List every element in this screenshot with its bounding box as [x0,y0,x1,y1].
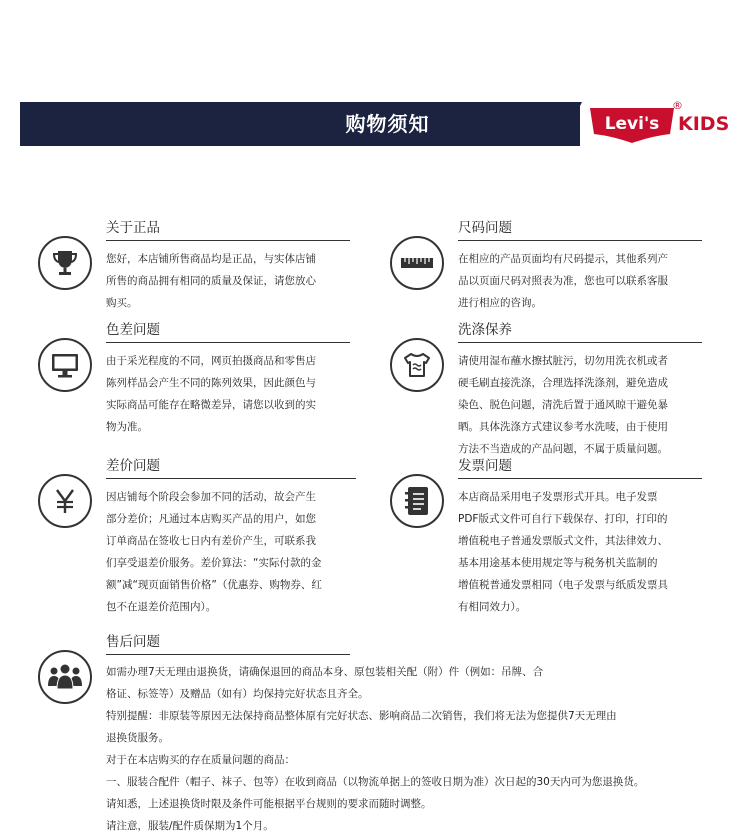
text-line: 陈列样品会产生不同的陈列效果，因此颜色与 [106,377,316,389]
section-title: 发票问题 [458,454,702,479]
text-line: 实际商品可能存在略微差异，请您以收到的实 [106,399,316,411]
text-line: 购买。 [106,297,138,309]
section-price [106,454,356,618]
text-line: 在相应的产品页面均有尺码提示，其他系列产 [458,253,668,265]
section-title: 关于正品 [106,216,350,241]
text-line: 包不在退差价范围内）。 [106,601,217,613]
text-line: 硬毛刷直接洗涤，合理选择洗涤剂，避免造成 [458,377,668,389]
text-line: 一、服装合配件（帽子、袜子、包等）在收到商品（以物流单据上的签收日期为准）次日起的30天内可为您退换货。 [106,776,645,788]
section-title: 色差问题 [106,318,350,343]
kids-wordmark: KIDS [678,113,730,135]
text-line: 由于采光程度的不同，网页拍摄商品和零售店 [106,355,316,367]
people-icon [38,650,92,704]
section-title: 尺码问题 [458,216,702,241]
text-line: 因店铺每个阶段会参加不同的活动，故会产生 [106,491,316,503]
section-invoice [458,454,702,618]
text-line: 增值税电子普通发票版式文件，其法律效力、 [458,535,668,547]
yen-icon [38,474,92,528]
section-size [458,216,702,314]
registered-mark: ® [672,99,683,112]
section-title: 洗涤保养 [458,318,702,343]
section-title: 售后问题 [106,630,350,655]
page-title: 购物须知 [345,112,430,136]
trophy-icon [38,236,92,290]
monitor-icon [38,338,92,392]
text-line: 请知悉，上述退换货时限及条件可能根据平台规则的要求而随时调整。 [106,798,432,810]
section-color [106,318,350,438]
text-line: 基本用途基本使用规定等与税务机关监制的 [458,557,658,569]
levis-kids-logo [586,96,746,146]
text-line: 染色、脱色问题，清洗后置于通风晾干避免暴 [458,399,668,411]
text-line: 特别提醒：非原装等原因无法保持商品整体原有完好状态、影响商品二次销售，我们将无法为您提供7天无理由 [106,710,617,722]
section-aftersale-body [106,661,706,837]
text-line: 对于在本店购买的存在质量问题的商品： [106,754,295,766]
text-line: 格证、标签等）及赠品（如有）均保持完好状态且齐全。 [106,688,369,700]
ruler-icon [390,236,444,290]
text-line: 增值税普通发票相同（电子发票与纸质发票具 [458,579,668,591]
section-title: 差价问题 [106,454,356,479]
text-line: 本店商品采用电子发票形式开具。电子发票 [458,491,658,503]
text-line: 如需办理7天无理由退换货，请确保退回的商品本身、原包装相关配（附）件（例如：吊牌、合 [106,666,544,678]
text-line: 退换货服务。 [106,732,169,744]
text-line: 您好，本店铺所售商品均是正品，与实体店铺 [106,253,316,265]
text-line: 进行相应的咨询。 [458,297,542,309]
tshirt-wash-icon [390,338,444,392]
notebook-icon [390,474,444,528]
text-line: 额”减“现页面销售价格”（优惠券、购物券、红 [106,579,322,591]
levis-wordmark: Levi's [604,114,660,134]
text-line: 所售的商品拥有相同的质量及保证，请您放心 [106,275,316,287]
text-line: 订单商品在签收七日内有差价产生，可联系我 [106,535,316,547]
section-wash [458,318,702,460]
text-line: PDF版式文件可自行下载保存、打印，打印的 [458,513,668,525]
text-line: 部分差价；凡通过本店购买产品的用户，如您 [106,513,316,525]
text-line: 方法不当造成的产品问题，不属于质量问题。 [458,443,668,455]
text-line: 请注意，服装/配件质保期为1个月。 [106,820,274,832]
text-line: 物为准。 [106,421,148,433]
text-line: 请使用湿布蘸水擦拭脏污，切勿用洗衣机或者 [458,355,668,367]
text-line: 晒。具体洗涤方式建议参考水洗唛，由于使用 [458,421,668,433]
section-authentic [106,216,350,314]
text-line: 们享受退差价服务。差价算法：“实际付款的金 [106,557,322,569]
section-aftersale-header [106,630,350,662]
text-line: 有相同效力）。 [458,601,527,613]
text-line: 品以页面尺码对照表为准，您也可以联系客服 [458,275,668,287]
